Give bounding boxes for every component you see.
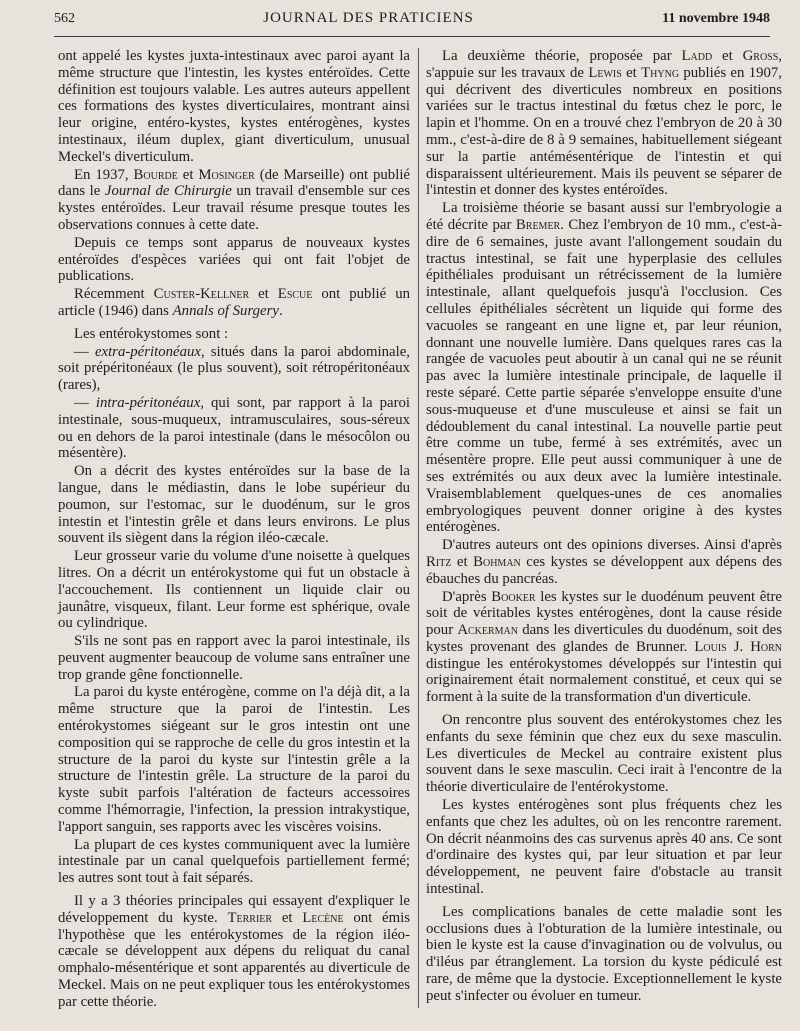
journal-name: Annals of Surgery bbox=[172, 302, 279, 319]
author-name: Louis J. Horn bbox=[694, 638, 782, 655]
author-name: Ackerman bbox=[457, 622, 519, 639]
author-name: Lewis bbox=[588, 64, 622, 81]
author-name: Terrier bbox=[227, 909, 273, 926]
left-column bbox=[58, 48, 410, 1012]
journal-title: JOURNAL DES PRATICIENS bbox=[263, 10, 474, 26]
page-number: 562 bbox=[54, 11, 75, 26]
paragraph: On a décrit des kystes entéroïdes sur la base de la langue, dans le médiastin, dans le lobe supérieur du poumon, sur l'estomac, sur le duodénum, sur le gros intestin et l'intestin grêle et dans leurs environs. Le plus souvent ils siègent dans la région iléo-cæcale. bbox=[58, 463, 410, 547]
paragraph: Les kystes entérogènes sont plus fréquents chez les enfants que chez les adultes, où on les rencontre rarement. On décrit néanmoins des cas survenus après 40 ans. Ce sont d'ordinaire des kystes qui, par leur situation et par leur développement, ne peuvent faire d'obstacle au transit intestinal. bbox=[426, 797, 782, 898]
paragraph: La plupart de ces kystes communiquent avec la lumière intestinale par un canal quelquefois partiellement fermé; les autres sont tout à fait séparés. bbox=[58, 836, 410, 887]
page-header bbox=[54, 10, 770, 37]
author-name: Booker bbox=[491, 588, 536, 605]
author-name: Gross bbox=[742, 48, 779, 64]
column-divider bbox=[418, 48, 419, 1008]
author-name: Bohman bbox=[473, 553, 521, 570]
author-name: Bremer bbox=[515, 216, 561, 233]
list-item: — intra-péritonéaux, qui sont, par rapport à la paroi intestinale, sous-muqueux, intramusculaires, sous-séreux ou en dehors de la paroi intestinale (dans le mésocôlon ou mésentère). bbox=[58, 394, 411, 462]
issue-date: 11 novembre 1948 bbox=[662, 11, 770, 26]
term: extra-péritonéaux bbox=[94, 343, 201, 360]
paragraph: Depuis ce temps sont apparus de nouveaux kystes entéroïdes d'espèces variées qui ont fait l'objet de publications. bbox=[58, 234, 410, 285]
journal-name: Journal de Chirurgie bbox=[104, 183, 232, 200]
paragraph: La deuxième théorie, proposée par Ladd et Gross, s'appuie sur les travaux de Lewis et Thyng publiés en 1907, qui décrivent des diverticules nombreux en positions variées sur le tractus intestinal du fœtus chez le porc, le lapin et l'homme. On en a trouvé chez l'embryon de 20 à 30 mm., c'est-à-dire de 8 à 9 semaines, habituellement siégeant sur la partie antémésentérique de l'intestin et qui disparaissent ultérieurement. Mais ils peuvent se séparer de l'intestin et donner des kystes entéroïdes. bbox=[426, 48, 782, 199]
list-item: — extra-péritonéaux, situés dans la paroi abdominale, soit prépéritonéaux (le plus souvent), soit rétropéritonéaux (rares), bbox=[58, 343, 410, 394]
author-name: Custer-Kellner bbox=[153, 286, 250, 303]
paragraph: Récemment Custer-Kellner et Escue ont publié un article (1946) dans Annals of Surgery. bbox=[58, 286, 411, 319]
paragraph: Il y a 3 théories principales qui essayent d'expliquer le développement du kyste. Terrier et Lecène ont émis l'hypothèse que les entérokystomes de la région iléo-cæcale se développent aux dépens du reliquat du canal omphalo-mésentérique et sont apparentés au diverticule de Meckel. Mais on ne peut expliquer tous les entérokystomes par cette théorie. bbox=[58, 893, 410, 1010]
author-name: Bourde bbox=[133, 166, 178, 183]
author-name: Ladd bbox=[681, 48, 713, 64]
paragraph: Les entérokystomes sont : bbox=[74, 325, 229, 342]
author-name: Mosinger bbox=[198, 166, 255, 183]
paragraph: La paroi du kyste entérogène, comme on l'a déjà dit, a la même structure que la paroi de l'intestin. Les entérokystomes siégeant sur le gros intestin ont une composition qui se rapproche de celle du gros intestin et la structure de la paroi du kyste sur l'intestin grêle a la structure de l'intestin grêle. La structure de la paroi du kyste subit parfois l'altération de facteurs accessoires comme l'hémorragie, l'infection, la pression intrakystique, l'apport sanguin, ses rapports avec les viscères voisins. bbox=[58, 684, 410, 835]
author-name: Lecène bbox=[302, 909, 344, 926]
author-name: Thyng bbox=[641, 64, 680, 81]
paragraph: Leur grosseur varie du volume d'une noisette à quelques litres. On a décrit un entérokystome qui fut un obstacle à l'accouchement. Ils contiennent un liquide clair ou jaunâtre, visqueux, filant. Leur forme est sphérique, ovale ou cylindrique. bbox=[58, 548, 410, 632]
author-name: Escue bbox=[277, 286, 313, 303]
paragraph: S'ils ne sont pas en rapport avec la paroi intestinale, ils peuvent augmenter beaucoup de volume sans entraîner une trop grande gêne fonctionnelle. bbox=[58, 633, 410, 683]
term: intra-péritonéaux bbox=[95, 394, 201, 411]
author-name: Ritz bbox=[426, 553, 452, 570]
paragraph: On rencontre plus souvent des entérokystomes chez les enfants du sexe féminin que chez eux du sexe masculin. Les diverticules de Meckel au contraire existent plus souvent dans le sexe masculin. Ceci irait à l'encontre de la théorie diverticulaire de l'entérokystome. bbox=[426, 712, 782, 796]
paragraph: D'après Booker les kystes sur le duodénum peuvent être soit de véritables kystes entérogènes, dont la cause réside pour Ackerman dans les diverticules du duodénum, soit des kystes provenant des glandes de Brunner. Louis J. Horn distingue les entérokystomes développés sur l'intestin qui originairement était normalement constitué, et ceux qui se forment à la suite de la transformation d'un diverticule. bbox=[426, 588, 782, 706]
paragraph: La troisième théorie se basant aussi sur l'embryologie a été décrite par Bremer. Chez l'embryon de 10 mm., c'est-à-dire de 6 semaines, juste avant l'allongement soudain du tractus intestinal, se fait une hyperplasie des cellules épithéliales produisant un rétrécissement de la lumière intestinale, allant quelquefois jusqu'à l'occlusion. Ces cellules épithéliales sécrètent un liquide qui forme des vacuoles se rangeant en une ligne et, par leur réunion, donnant une nouvelle lumière. Dans quelques rares cas la rangée de vacuoles peut aboutir à un canal qui ne se réunit pas avec la lumière intestinale principale, de laquelle il reste séparé. Cette partie séparée s'enveloppe ensuite d'une sous-muqueuse et d'une musculeuse et ainsi se fait un dédoublement du canal intestinal. La nouvelle partie peut être comme un tube, fermé à ses extrémités, avec un mésentère propre. Elle peut aussi communiquer à une de ses extrémités ou aux deux avec la lumière intestinale. Vraisemblablement quelques-unes de ces anomalies embryologiques peuvent donner origine à des kystes entérogènes. bbox=[426, 200, 782, 536]
paragraph: Les complications banales de cette maladie sont les occlusions dues à l'obturation de la lumière intestinale, ou bien le kyste est la cause d'invagination ou de volvulus, ou d'iléus par étranglement. La torsion du kyste pédiculé est rare, de même que la dystocie. Exceptionnellement le kyste peut s'infecter ou évoluer en tumeur. bbox=[426, 903, 782, 1004]
right-column bbox=[426, 48, 782, 1006]
paragraph: ont appelé les kystes juxta-intestinaux avec paroi ayant la même structure que l'intestin, les kystes entéroïdes. Cette définition est toujours valable. Les autres auteurs appellent ces formations des kystes diverticulaires, montrant ainsi leur origine, entéro-kystes, kystes entérogènes, kystes intestinaux, iléum duplex, giant diverticulum, unusual Meckel's diverticulum. bbox=[58, 48, 410, 165]
paragraph: D'autres auteurs ont des opinions diverses. Ainsi d'après Ritz et Bohman ces kystes se développent aux dépens des ébauches du pancréas. bbox=[426, 537, 782, 587]
paragraph: En 1937, Bourde et Mosinger (de Marseille) ont publié dans le Journal de Chirurgie un travail d'ensemble sur ces kystes entéroïdes. Leur travail résume presque toutes les observations connues à cette date. bbox=[58, 166, 411, 233]
